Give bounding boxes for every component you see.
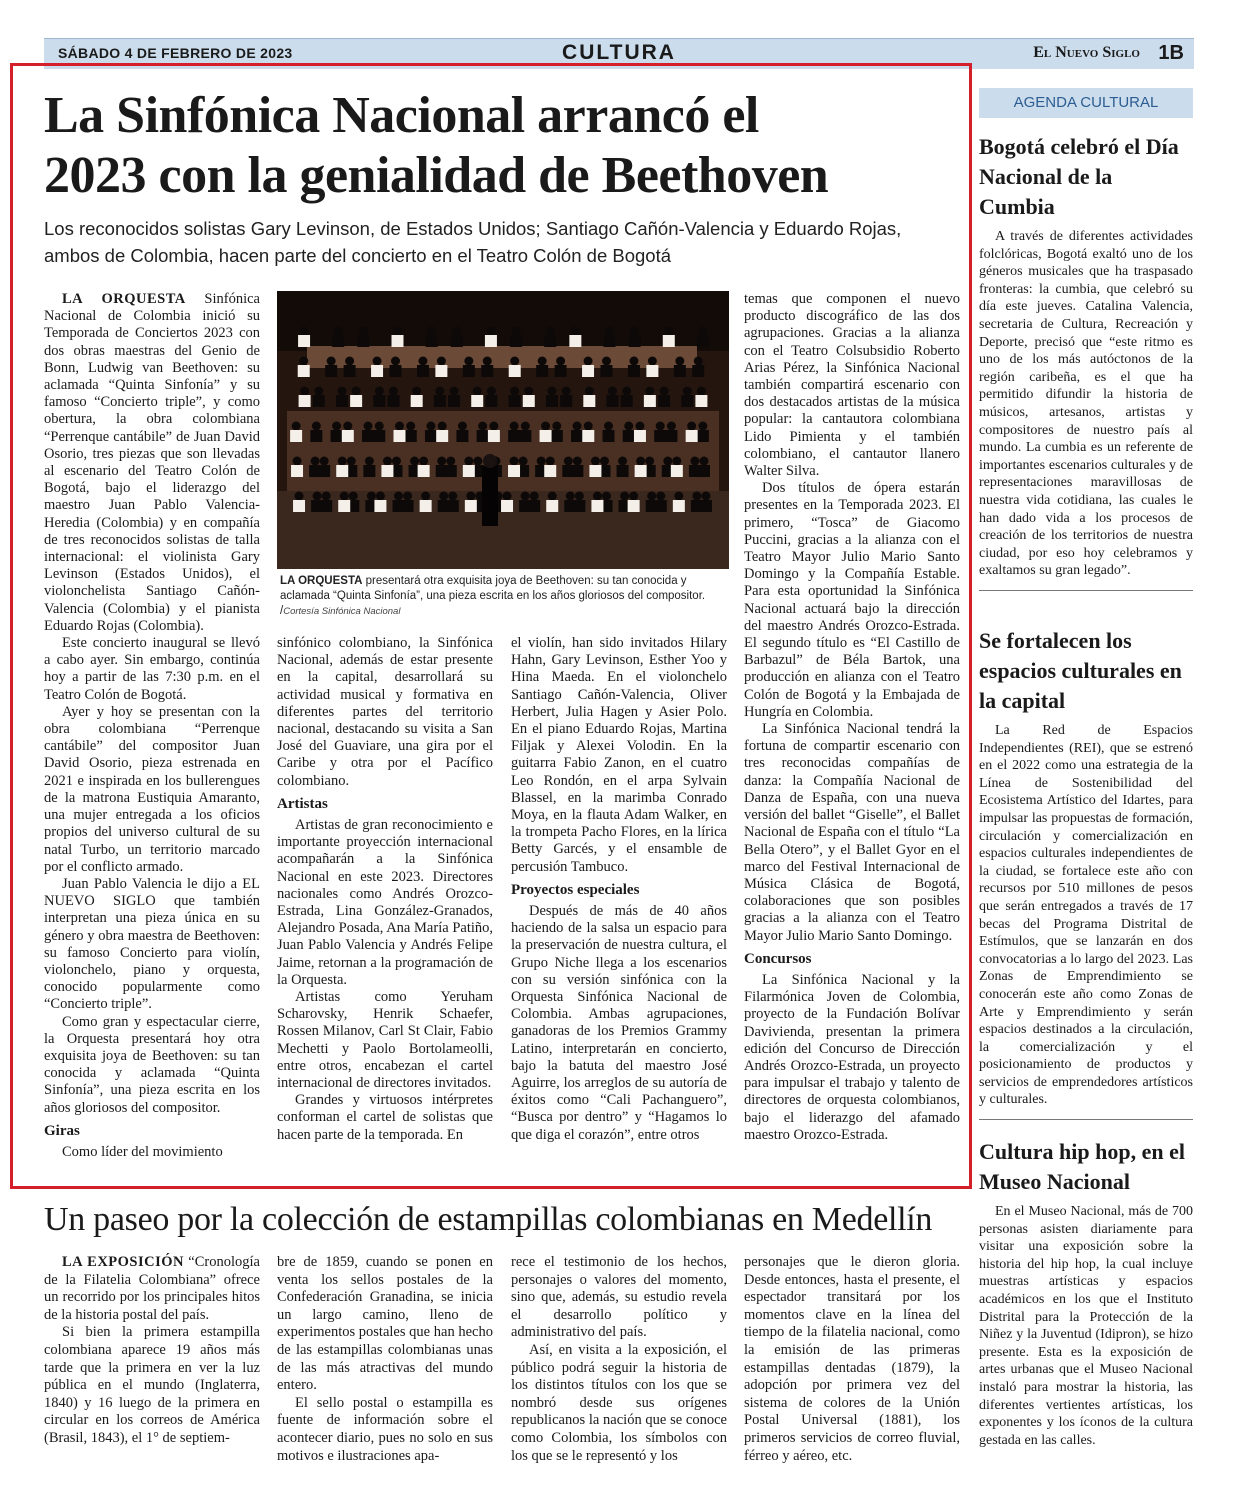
lead-paragraph: LA ORQUESTA Sinfónica Nacional de Colombia inició su Temporada de Conciertos 2023 con dos obras maestras del Genio de Bonn, Ludwig van Beethoven: su aclamada “Quinta Sinfonía” y su famoso “Concierto triple”, y como obertura, la obra colombiana “Perrenque cantábile” de Juan David Osorio, tres piezas que son llevadas al escenario del Teatro Colón de Bogotá, bajo el liderazgo del maestro Juan Pablo Valencia-Heredia (Colombia) y en compañía de tres reconocidos solistas de talla internacional: el violinista Gary Levinson (Estados Unidos), el violonchelista Santiago Cañón-Valencia (Colombia) y el pianista Eduardo Rojas (Colombia). — [44, 291, 260, 634]
paragraph: rece el testimonio de los hechos, personajes o valores del momento, sino que, además, su estudio revela el desarrollo político y administrativo del país. — [511, 1254, 727, 1341]
paragraph: temas que componen el nuevo producto discográfico de las dos agrupaciones. Gracias a la alianza con el Teatro Colsubsidio Roberto Arias Pérez, la Sinfónica Nacional también compartirá escenario con dos destacados artistas de la música popular: la cantautora colombiana Lido Pimienta y el también colombiano, el cantautor llanero Walter Silva. — [744, 291, 960, 480]
paragraph: Grandes y virtuosos intérpretes conforman el cartel de solistas que hacen parte de la temporada. En — [277, 1092, 493, 1143]
page-number: 1B — [1158, 42, 1184, 64]
sidebar-item-body: En el Museo Nacional, más de 700 personas asisten diariamente para visitar una exposición sobre la historia del hip hop, la cual incluye muestras artísticas y espacios académicos en los que el Instituto Distrital para la Protección de la Niñez y la Juventud (Idipron), se hizo presente. Esta es la exposición de artes urbanas que el Museo Nacional instaló para mostrar la historia, las diferentes vertientes artísticas, los exponentes y los íconos de la cultura gestada en las calles. — [979, 1204, 1193, 1448]
paragraph: Ayer y hoy se presentan con la obra colombiana “Perrenque cantábile” del compositor Juan David Osorio, pieza estrenada en 2021 e inspirada en los bullerengues de la matrona Eustiquia Amaranto, una mujer entregada a los oficios propios del universo cultural de su natal Turbo, un territorio marcado por el conflicto armado. — [44, 703, 260, 875]
sidebar-item-body: A través de diferentes actividades folclóricas, Bogotá exaltó uno de los géneros musicales que ha traspasado fronteras: la cumbia, que celebró su día este jueves. Catalina Valencia, secretaria de Cultura, Recreación y Deporte, precisó que “este ritmo es uno de los más autóctonos de la región caribeña, es el que ha permitido difundir la historia de músicos, artesanos, artistas y compositores de nuestro país al mundo. La cumbia es un referente de importantes escenarios culturales y de representaciones maravillosas de nuestra vida cotidiana, las cuales le han dado vida a los procesos de creación de los territorios de nuestra ciudad, por eso hoy celebramos y exaltamos su gran legado”. — [979, 229, 1193, 579]
paragraph: La Sinfónica Nacional tendrá la fortuna de compartir escenario con tres reconocidas compañías de danza: la Compañía Nacional de Danza de España, con una nueva versión del ballet “Giselle”, el Ballet Nacional de España con el título “La Bella Otero”, y el Ballet Gyor en el marco del Festival Internacional de Música Clásica de Bogotá, colaboraciones que son posibles gracias a la alianza con el Teatro Mayor Julio Mario Santo Domingo. — [744, 721, 960, 944]
paragraph: Dos títulos de ópera estarán presentes en la Temporada 2023. El primero, “Tosca” de Giacomo Puccini, gracias a la alianza con el Teatro Mayor Julio Mario Santo Domingo y la Compañía Estable. Para esta oportunidad la Sinfónica Nacional actuará bajo la dirección del maestro Andrés Orozco-Estrada. El segundo título es “El Castillo de Barbazul” de Béla Bartok, una producción en alianza con el Teatro Colón de Bogotá y la Embajada de Hungría en Colombia. — [744, 480, 960, 720]
second-column-3 — [511, 1254, 727, 1465]
divider — [979, 590, 1193, 591]
paragraph: Juan Pablo Valencia le dijo a EL NUEVO SIGLO que también interpretan una pieza única en su género y obra maestra de Beethoven: su famoso Concierto para violín, violonchelo, piano y orquesta, conocido popularmente como “Concierto triple”. — [44, 875, 260, 1013]
paragraph: Después de más de 40 años haciendo de la salsa un espacio para la preservación de nuestra cultura, el Grupo Niche llega a los escenarios con su versión sinfónica con la Orquesta Sinfónica Nacional de Colombia. Ambas agrupaciones, ganadoras de los Premios Grammy Latino, interpretarán en concierto, bajo la batuta del maestro José Aguirre, los arreglos de su autoría de éxitos como “Cali Pachanguero”, “Busca por dentro” y “Hagamos lo que diga el corazón”, entre otros — [511, 903, 727, 1143]
photo-credit: Cortesía Sinfónica Nacional — [283, 606, 401, 617]
paragraph: el violín, han sido invitados Hilary Hahn, Gary Levinson, Esther Yoo y Hina Maeda. En el violonchelo Santiago Cañón-Valencia, Oliver Herbert, Julia Hagen y Asier Polo. En el piano Eduardo Rojas, Martina Filjak y Alexei Volodin. En la guitarra Fabio Zanon, en el cuatro Leo Rondón, en el arpa Sylvain Blassel, en la marimba Conrado Moya, en la flauta Adam Walker, en la trompeta Pacho Flores, en la lírica Betty Garcés, y el ensamble de percusión Tambuco. — [511, 635, 727, 875]
sidebar-item-title: Se fortalecen los espacios culturales en la capital — [979, 628, 1182, 713]
subhead-proyectos: Proyectos especiales — [511, 881, 640, 898]
main-headline: La Sinfónica Nacional arrancó el 2023 con la genialidad de Beethoven — [44, 87, 829, 204]
paragraph: Como líder del movimiento — [62, 1143, 223, 1160]
main-column-1 — [44, 291, 260, 1161]
sidebar-item-title: Bogotá celebró el Día Nacional de la Cumbia — [979, 134, 1179, 219]
paragraph: Así, en visita a la exposición, el público podrá seguir la historia de los distintos títulos con los que se nombró desde sus orígenes republicanos la nación que se conoce como Colombia, los símbolos con los que se le representó y los — [511, 1341, 727, 1464]
agenda-cultural-tag: AGENDA CULTURAL — [979, 88, 1193, 118]
second-column-4 — [744, 1254, 960, 1465]
paragraph: El sello postal o estampilla es fuente de información sobre el acontecer diario, pues no solo en sus motivos e ilustraciones apa- — [277, 1394, 493, 1464]
paragraph: personajes que le dieron gloria. Desde entonces, hasta el presente, el espectador transitará por los momentos clave en la línea del tiempo de la filatelia nacional, como la emisión de las primeras estampillas dentadas (1879), la adopción por primera vez del sistema de colores de la Unión Postal Universal (1881), los primeros servicios de correo fluvial, férreo y aéreo, etc. — [744, 1254, 960, 1464]
paragraph: Si bien la primera estampilla colombiana aparece 19 años más tarde que la primera en ver la luz pública en el mundo (Inglaterra, 1840) y 16 luego de la primera en circular en los correos de América (Brasil, 1843), el 1° de septiem- — [44, 1324, 260, 1446]
paragraph: Artistas como Yeruham Scharovsky, Henrik Schaefer, Rossen Milanov, Carl St Clair, Fabio Mechetti y Paolo Bortolameolli, entre otros, encabezan el cartel internacional de directores invitados. — [277, 989, 493, 1092]
subhead-artistas: Artistas — [277, 795, 328, 812]
main-column-3 — [511, 635, 727, 1144]
sidebar-item-body: La Red de Espacios Independientes (REI), que se estrenó en el 2022 como una estrategia de la Línea de Sostenibilidad del Ecosistema Artístico del Idartes, para impulsar las propuestas de formación, circulación y comercialización en espacios culturales independientes de la ciudad, se fortalece este año con recursos por 510 millones de pesos que serán entregados a través de 17 becas del Programa Distrital de Estímulos, que se lanzarán en dos convocatorias a lo largo del 2023. Las Zonas de Emprendimiento se conocerán este año como Zonas de Arte y Emprendimiento y serán espacios destinados a la circulación, la comercialización y el posicionamiento de productos y servicios de emprendedores artísticos y culturales. — [979, 723, 1193, 1108]
section-title: CULTURA — [562, 41, 676, 64]
sidebar-item-hiphop — [979, 1137, 1193, 1449]
subhead-giras: Giras — [44, 1122, 80, 1139]
orchestra-photo — [277, 291, 729, 569]
issue-date: SÁBADO 4 DE FEBRERO DE 2023 — [58, 45, 293, 61]
lead-paragraph: LA EXPOSICIÓN “Cronología de la Filatelia Colombiana” ofrece un recorrido por los principales hitos de la historia postal del país. — [44, 1254, 260, 1323]
paragraph: Artistas de gran reconocimiento e importante proyección internacional acompañarán a la Sinfónica Nacional en este 2023. Directores nacionales como Andrés Orozco-Estrada, Lina González-Granados, Alejandro Posada, Ana María Patiño, Juan Pablo Valencia y Andrés Felipe Jaime, retornan a la programación de la Orquesta. — [277, 817, 493, 988]
paragraph: sinfónico colombiano, la Sinfónica Nacional, además de estar presente en la capital, desarrollará su actividad musical y formativa en diferentes partes del territorio nacional, destacando su visita a San José del Guaviare, una gira por el Caribe y otra por el Pacífico colombiano. — [277, 635, 493, 789]
sidebar-item-espacios — [979, 626, 1193, 1120]
paragraph: Este concierto inaugural se llevó a cabo ayer. Sin embargo, continúa hoy a partir de las 7:30 p.m. en el Teatro Colón de Bogotá. — [44, 635, 260, 703]
second-column-1 — [44, 1254, 260, 1448]
main-column-2 — [277, 635, 493, 1144]
divider — [979, 1119, 1193, 1120]
paragraph: La Sinfónica Nacional y la Filarmónica Joven de Colombia, proyecto de la Fundación Bolívar Davivienda, presentan la primera edición del Concurso de Dirección Andrés Orozco-Estrada, un proyecto para impulsar el trabajo y talento de directores de orquesta colombianos, bajo el liderazgo del afamado maestro Orozco-Estrada. — [744, 971, 960, 1143]
sidebar-item-title: Cultura hip hop, en el Museo Nacional — [979, 1139, 1185, 1194]
paragraph: bre de 1859, cuando se ponen en venta los sellos postales de la Confederación Granadina, se inicia un largo camino, lleno de experimentos postales que han hecho de las estampillas colombianas unas de las más atractivas del mundo entero. — [277, 1254, 493, 1394]
sidebar-item-cumbia — [979, 132, 1193, 591]
second-column-2 — [277, 1254, 493, 1465]
second-headline: Un paseo por la colección de estampillas colombianas en Medellín — [44, 1201, 933, 1238]
subhead-concursos: Concursos — [744, 950, 812, 967]
photo-caption: LA ORQUESTA presentará otra exquisita joya de Beethoven: su tan conocida y aclamada “Quinta Sinfonía”, una pieza escrita en los años gloriosos del compositor. /Cortesía Sinfónica Nacional — [280, 575, 706, 617]
main-deck: Los reconocidos solistas Gary Levinson, de Estados Unidos; Santiago Cañón-Valencia y Eduardo Rojas, ambos de Colombia, hacen parte del concierto en el Teatro Colón de Bogotá — [44, 218, 902, 266]
paragraph: Como gran y espectacular cierre, la Orquesta presentará hoy otra exquisita joya de Beethoven: su tan conocida y aclamada “Quinta Sinfonía”, una pieza escrita en los años gloriosos del compositor. — [44, 1013, 260, 1116]
newspaper-name: El Nuevo Siglo — [1033, 44, 1140, 61]
main-column-4 — [744, 291, 960, 1144]
